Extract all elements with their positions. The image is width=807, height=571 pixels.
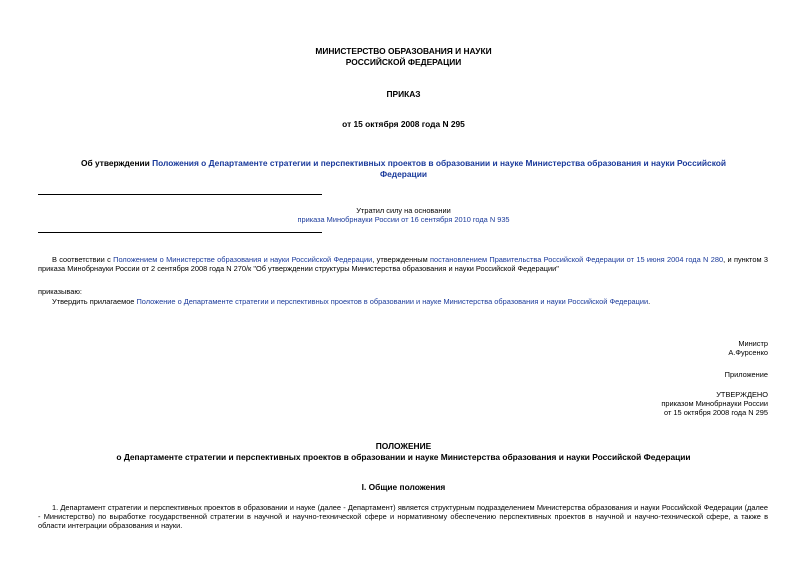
- divider-top: [38, 194, 322, 195]
- order-word: приказываю:: [38, 287, 82, 296]
- ministry-line-2: РОССИЙСКОЙ ФЕДЕРАЦИИ: [345, 57, 462, 67]
- title-link[interactable]: Положения о Департаменте стратегии и перспективных проектов в образовании и науке Министерства образования и науки Российской Федерации: [152, 158, 727, 179]
- title-prefix: Об утверждении: [80, 158, 153, 168]
- signature-name: А.Фурсенко: [728, 348, 768, 357]
- order-text-1: Утвердить прилагаемое: [52, 297, 137, 306]
- preamble-text-1: В соответствии с: [52, 255, 114, 264]
- divider-bottom: [38, 232, 322, 233]
- preamble-link-regulation[interactable]: Положением о Министерстве образования и науки Российской Федерации: [113, 255, 373, 264]
- preamble-paragraph: [38, 255, 768, 273]
- approval-approved: УТВЕРЖДЕНО: [716, 390, 768, 399]
- preamble-text-2: , утвержденным: [372, 255, 431, 264]
- preamble-link-decree[interactable]: постановлением Правительства Российской Федерации от 15 июня 2004 года N 280: [430, 255, 724, 264]
- approval-date: от 15 октября 2008 года N 295: [664, 408, 768, 417]
- regulation-title: ПОЛОЖЕНИЕ: [375, 441, 432, 451]
- status-link[interactable]: приказа Минобрнауки России от 16 сентября 2010 года N 935: [297, 215, 510, 224]
- approval-block: [568, 390, 768, 417]
- signature: [568, 339, 768, 357]
- section-heading: I. Общие положения: [361, 482, 446, 492]
- ministry-line-1: МИНИСТЕРСТВО ОБРАЗОВАНИЯ И НАУКИ: [315, 46, 492, 56]
- order-link[interactable]: Положение о Департаменте стратегии и перспективных проектов в образовании и науке Министерства образования и науки Российской Федерации: [136, 297, 649, 306]
- ministry-name: [250, 46, 557, 68]
- signature-position: Министр: [738, 339, 768, 348]
- regulation-paragraph-1: 1. Департамент стратегии и перспективных проектов в образовании и науке (далее - Департамент) является структурным подразделением Министерства образования и науки Российской Федерации (далее - Министерство) по выработке государственной стратегии в научной и научно-технической сфере и нормативному обеспечению перспективных проектов в научной и научно-технической сфере, а также в области интеграции образования и науки.: [38, 503, 768, 530]
- preamble-text-3: , и пунктом 3 приказа Минобрнауки России от 2 сентября 2008 года N 270/к "Об утверждении структуры Министерства образования и науки Российской Федерации": [38, 255, 768, 273]
- status-note: [240, 206, 567, 224]
- order-paragraph: [52, 297, 768, 306]
- order-text-2: .: [648, 297, 651, 306]
- regulation-subtitle: о Департаменте стратегии и перспективных проектов в образовании и науке Министерства образования и науки Российской Федерации: [116, 452, 691, 462]
- status-line: Утратил силу на основании: [356, 206, 451, 215]
- doc-type: ПРИКАЗ: [386, 89, 421, 99]
- doc-date: от 15 октября 2008 года N 295: [342, 119, 465, 129]
- document-title: [70, 158, 737, 180]
- appendix-label: Приложение: [724, 370, 768, 379]
- approval-by-order: приказом Минобрнауки России: [661, 399, 768, 408]
